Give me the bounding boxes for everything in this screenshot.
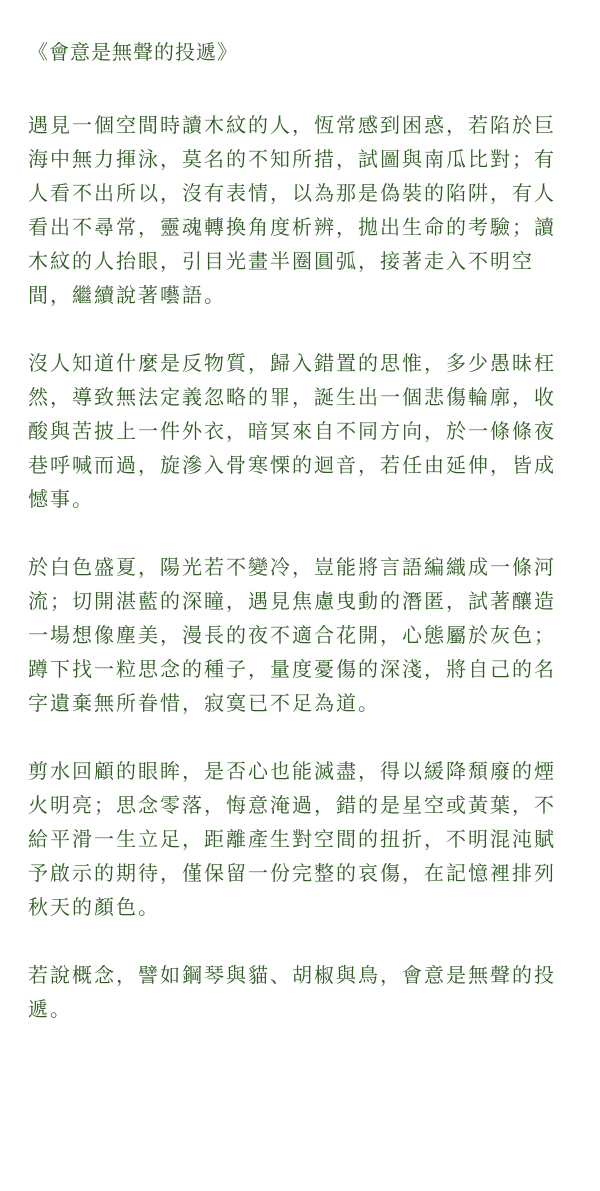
paragraph-5: 若說概念，譬如鋼琴與貓、胡椒與鳥，會意是無聲的投遞。 <box>28 963 556 1021</box>
poem-title: 《會意是無聲的投遞》 <box>28 40 238 64</box>
paragraph-1: 遇見一個空間時讀木紋的人，恆常感到困惑，若陷於巨海中無力揮泳，莫名的不知所措，試圖與南瓜比對；有人看不出所以，沒有表情，以為那是偽裝的陷阱，有人看出不尋常，靈魂轉換角度析辨，拋出生命的考驗；讀木紋的人抬眼，引目光畫半圈圓弧，接著走入不明空間，繼續說著囈語。 <box>28 113 556 307</box>
paragraph-4: 剪水回顧的眼眸，是否心也能滅盡，得以緩降頹廢的煙火明亮；思念零落，悔意淹過，錯的是星空或黃葉，不給平滑一生立足，距離產生對空間的扭折，不明混沌賦予啟示的期待，僅保留一份完整的哀傷，在記憶裡排列秋天的顏色。 <box>28 759 556 919</box>
paragraph-3: 於白色盛夏，陽光若不變冷，豈能將言語編織成一條河流；切開湛藍的深瞳，遇見焦慮曳動的潛匿，試著釀造一場想像塵美，漫長的夜不適合花開，心態屬於灰色；蹲下找一粒思念的種子，量度憂傷的深淺，將自己的名字遺棄無所眷惜，寂寞已不足為道。 <box>28 555 556 715</box>
paragraph-2: 沒人知道什麼是反物質，歸入錯置的思惟，多少愚昧枉然，導致無法定義忽略的罪，誕生出一個悲傷輪廓，收酸與苦披上一件外衣，暗冥來自不同方向，於一條條夜巷呼喊而過，旋滲入骨寒慄的迴音，若任由延伸，皆成憾事。 <box>28 351 556 511</box>
